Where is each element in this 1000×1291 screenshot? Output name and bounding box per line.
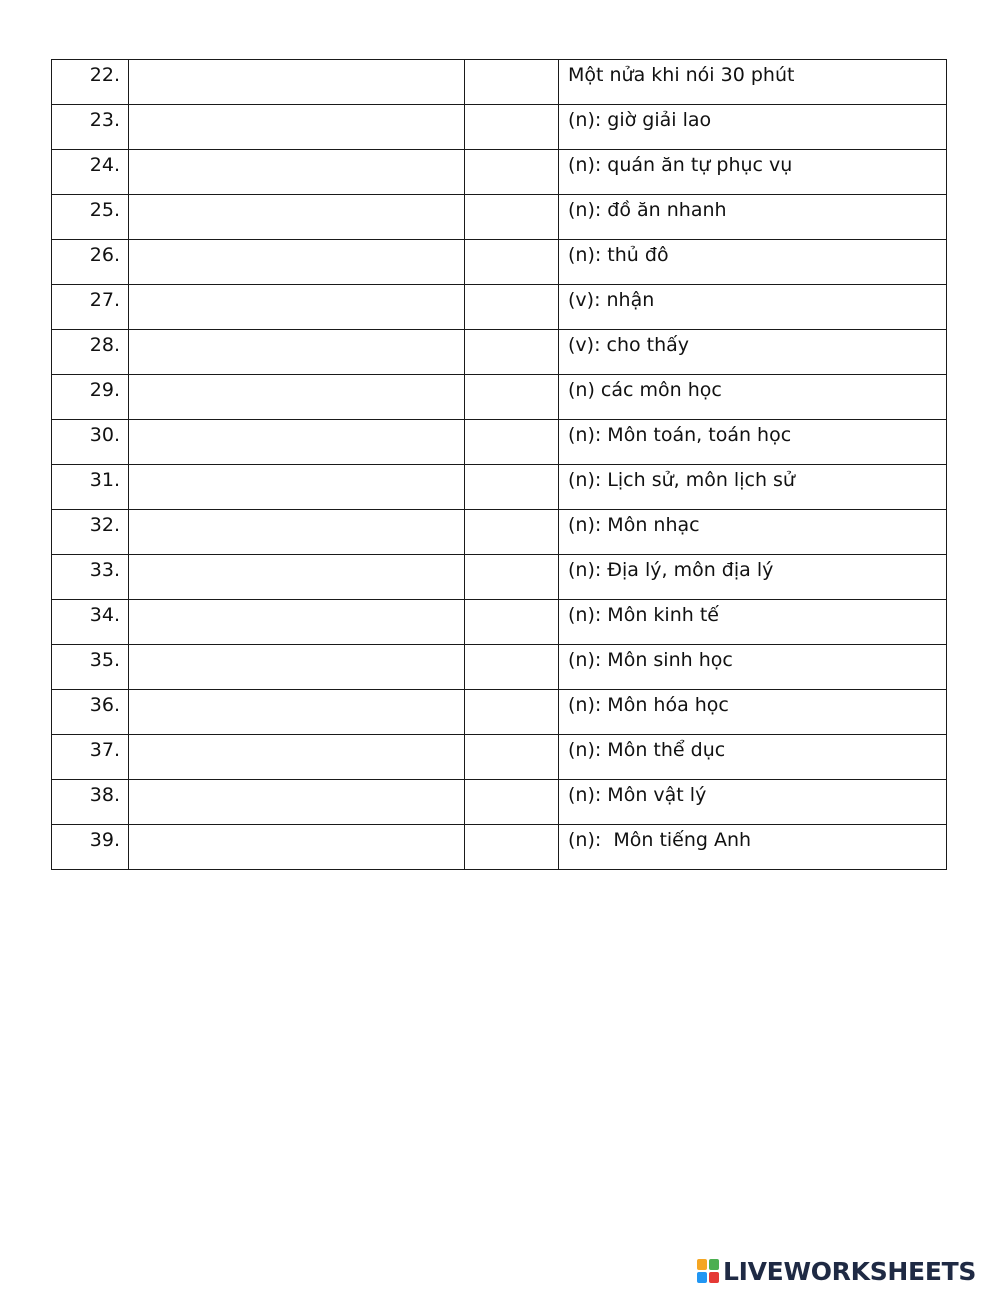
row-number-cell [52,420,129,465]
pronunciation-answer-cell[interactable] [465,60,559,105]
meaning-cell [559,105,947,150]
word-answer-cell[interactable] [129,195,465,240]
row-number-cell [52,735,129,780]
row-number: 27. [89,289,120,311]
word-answer-cell[interactable] [129,150,465,195]
table-row [52,780,947,825]
row-number-cell [52,240,129,285]
row-number: 36. [89,694,120,716]
row-number: 25. [89,199,120,221]
pronunciation-answer-cell[interactable] [465,285,559,330]
meaning-text: (n) các môn học [568,379,722,401]
meaning-cell [559,465,947,510]
table-row [52,240,947,285]
pronunciation-answer-cell[interactable] [465,240,559,285]
pronunciation-answer-cell[interactable] [465,150,559,195]
row-number-cell [52,825,129,870]
meaning-cell [559,780,947,825]
meaning-text: (n): Địa lý, môn địa lý [568,559,774,581]
word-answer-cell[interactable] [129,645,465,690]
pronunciation-answer-cell[interactable] [465,195,559,240]
meaning-text: (n): Môn tiếng Anh [568,829,752,851]
table-row [52,60,947,105]
meaning-cell [559,510,947,555]
row-number: 39. [89,829,120,851]
row-number-cell [52,195,129,240]
table-row [52,285,947,330]
table-row [52,690,947,735]
table-row [52,375,947,420]
pronunciation-answer-cell[interactable] [465,420,559,465]
vocabulary-table [51,59,947,870]
table-row [52,420,947,465]
word-answer-cell[interactable] [129,510,465,555]
row-number: 37. [89,739,120,761]
table-row [52,600,947,645]
meaning-text: (n): Môn nhạc [568,514,700,536]
pronunciation-answer-cell[interactable] [465,780,559,825]
meaning-cell [559,420,947,465]
pronunciation-answer-cell[interactable] [465,600,559,645]
word-answer-cell[interactable] [129,825,465,870]
meaning-text: Một nửa khi nói 30 phút [568,64,795,86]
meaning-text: (v): cho thấy [568,334,690,356]
meaning-cell [559,240,947,285]
meaning-text: (n): giờ giải lao [568,109,712,131]
pronunciation-answer-cell[interactable] [465,510,559,555]
row-number-cell [52,690,129,735]
row-number: 22. [89,64,120,86]
meaning-cell [559,600,947,645]
meaning-cell [559,195,947,240]
word-answer-cell[interactable] [129,105,465,150]
meaning-cell [559,645,947,690]
table-row [52,195,947,240]
row-number: 31. [89,469,120,491]
row-number: 24. [89,154,120,176]
row-number: 23. [89,109,120,131]
pronunciation-answer-cell[interactable] [465,105,559,150]
row-number-cell [52,150,129,195]
word-answer-cell[interactable] [129,285,465,330]
pronunciation-answer-cell[interactable] [465,645,559,690]
meaning-cell [559,735,947,780]
table-row [52,330,947,375]
meaning-text: (n): Lịch sử, môn lịch sử [568,469,795,491]
word-answer-cell[interactable] [129,330,465,375]
word-answer-cell[interactable] [129,780,465,825]
meaning-cell [559,375,947,420]
vocabulary-table-body [52,60,947,870]
word-answer-cell[interactable] [129,465,465,510]
meaning-cell [559,150,947,195]
row-number-cell [52,60,129,105]
row-number-cell [52,780,129,825]
table-row [52,465,947,510]
meaning-text: (v): nhận [568,289,655,311]
logo-square-blue [697,1272,707,1283]
liveworksheets-logo-icon [697,1259,719,1283]
table-row [52,555,947,600]
meaning-cell [559,285,947,330]
row-number-cell [52,510,129,555]
meaning-cell [559,330,947,375]
row-number-cell [52,600,129,645]
logo-square-green [709,1259,719,1270]
meaning-cell [559,555,947,600]
word-answer-cell[interactable] [129,555,465,600]
row-number-cell [52,105,129,150]
word-answer-cell[interactable] [129,375,465,420]
row-number-cell [52,555,129,600]
table-row [52,735,947,780]
logo-square-red [709,1272,719,1283]
logo-square-orange [697,1259,707,1270]
row-number-cell [52,375,129,420]
meaning-cell [559,825,947,870]
table-row [52,150,947,195]
row-number-cell [52,645,129,690]
row-number-cell [52,285,129,330]
table-row [52,510,947,555]
row-number: 35. [89,649,120,671]
meaning-cell [559,690,947,735]
meaning-text: (n): Môn kinh tế [568,604,719,626]
word-answer-cell[interactable] [129,60,465,105]
meaning-cell [559,60,947,105]
word-answer-cell[interactable] [129,735,465,780]
meaning-text: (n): đồ ăn nhanh [568,199,727,221]
table-row [52,825,947,870]
pronunciation-answer-cell[interactable] [465,465,559,510]
meaning-text: (n): Môn hóa học [568,694,729,716]
meaning-text: (n): quán ăn tự phục vụ [568,154,793,176]
pronunciation-answer-cell[interactable] [465,330,559,375]
logo-text: LIVEWORKSHEETS [723,1256,977,1286]
pronunciation-answer-cell[interactable] [465,375,559,420]
row-number: 32. [89,514,120,536]
meaning-text: (n): Môn sinh học [568,649,733,671]
row-number: 34. [89,604,120,626]
word-answer-cell[interactable] [129,690,465,735]
row-number: 30. [89,424,120,446]
word-answer-cell[interactable] [129,600,465,645]
meaning-text: (n): Môn vật lý [568,784,707,806]
word-answer-cell[interactable] [129,240,465,285]
row-number: 38. [89,784,120,806]
row-number: 33. [89,559,120,581]
meaning-text: (n): Môn thể dục [568,739,726,761]
row-number: 28. [89,334,120,356]
word-answer-cell[interactable] [129,420,465,465]
meaning-text: (n): Môn toán, toán học [568,424,792,446]
table-row [52,645,947,690]
pronunciation-answer-cell[interactable] [465,690,559,735]
pronunciation-answer-cell[interactable] [465,555,559,600]
row-number-cell [52,465,129,510]
pronunciation-answer-cell[interactable] [465,825,559,870]
row-number: 29. [89,379,120,401]
meaning-text: (n): thủ đô [568,244,669,266]
liveworksheets-logo [697,1257,976,1285]
pronunciation-answer-cell[interactable] [465,735,559,780]
table-row [52,105,947,150]
row-number-cell [52,330,129,375]
row-number: 26. [89,244,120,266]
